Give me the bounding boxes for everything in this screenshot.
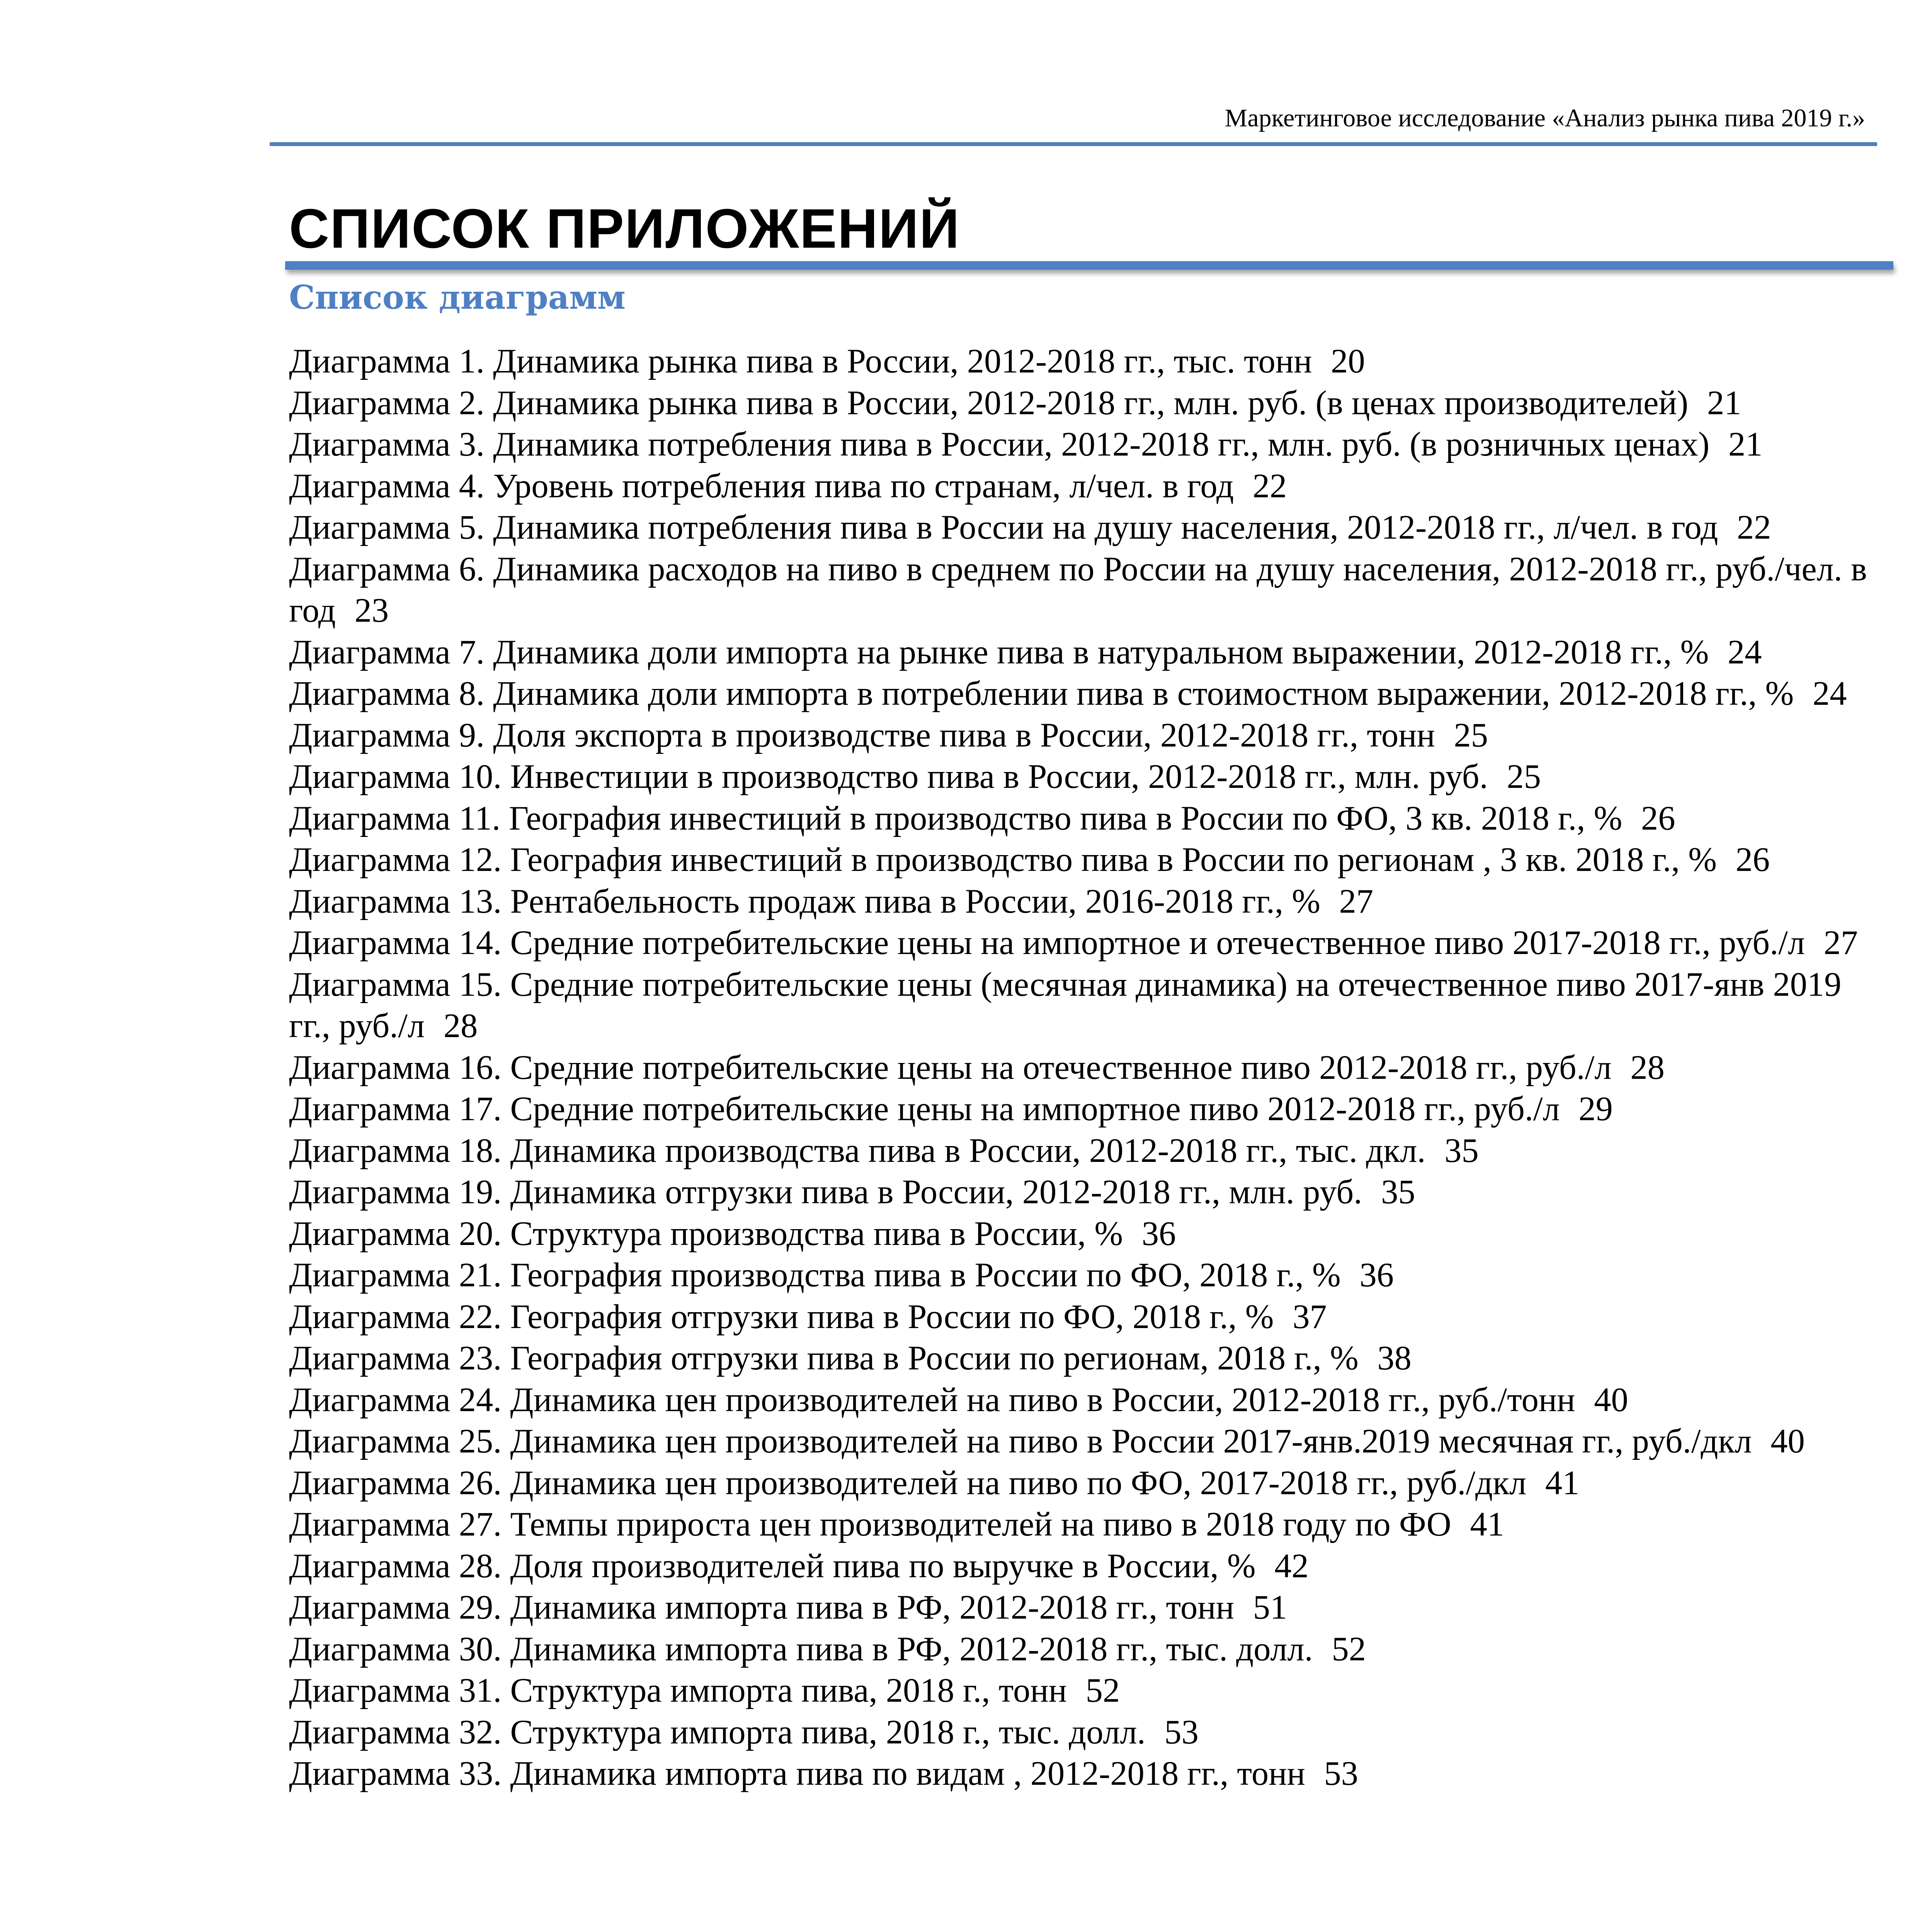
toc-entry-page: 35 bbox=[1381, 1173, 1415, 1211]
toc-entry[interactable] bbox=[289, 1296, 1889, 1338]
toc-entry[interactable] bbox=[289, 507, 1889, 549]
toc-entry-title: Диаграмма 6. Динамика расходов на пиво в среднем по России на душу населения, 2012-2018 гг., руб./чел. в год bbox=[289, 550, 1867, 629]
toc-entry[interactable] bbox=[289, 1670, 1889, 1712]
toc-entry[interactable] bbox=[289, 1504, 1889, 1546]
toc-entry-page: 28 bbox=[443, 1007, 478, 1045]
toc-entry-page: 24 bbox=[1727, 633, 1762, 671]
toc-entry-title: Диаграмма 3. Динамика потребления пива в России, 2012-2018 гг., млн. руб. (в розничных ценах) bbox=[289, 425, 1710, 463]
toc-entry-page: 53 bbox=[1324, 1755, 1358, 1793]
toc-entry[interactable] bbox=[289, 881, 1889, 923]
toc-entry[interactable] bbox=[289, 1338, 1889, 1379]
toc-entry[interactable] bbox=[289, 964, 1889, 1047]
toc-entry-page: 28 bbox=[1630, 1048, 1665, 1087]
toc-entry-title: Диаграмма 30. Динамика импорта пива в РФ, 2012-2018 гг., тыс. долл. bbox=[289, 1630, 1313, 1668]
toc-entry-title: Диаграмма 11. География инвестиций в производство пива в России по ФО, 3 кв. 2018 г., % bbox=[289, 799, 1622, 837]
toc-entry[interactable] bbox=[289, 424, 1889, 466]
toc-entry-page: 21 bbox=[1707, 384, 1742, 422]
toc-entry-page: 29 bbox=[1578, 1090, 1613, 1128]
toc-entry[interactable] bbox=[289, 1463, 1889, 1504]
toc-entry-title: Диаграмма 10. Инвестиции в производство пива в России, 2012-2018 гг., млн. руб. bbox=[289, 758, 1488, 796]
toc-entry-page: 40 bbox=[1770, 1422, 1805, 1460]
toc-entry-title: Диаграмма 32. Структура импорта пива, 2018 г., тыс. долл. bbox=[289, 1713, 1146, 1751]
toc-entry-page: 41 bbox=[1545, 1464, 1580, 1502]
toc-entry[interactable] bbox=[289, 466, 1889, 507]
toc-entry-page: 37 bbox=[1293, 1298, 1327, 1336]
toc-entry-page: 20 bbox=[1331, 342, 1365, 380]
toc-entry-title: Диаграмма 26. Динамика цен производителей на пиво по ФО, 2017-2018 гг., руб./дкл bbox=[289, 1464, 1527, 1502]
toc-entry-title: Диаграмма 8. Динамика доли импорта в потреблении пива в стоимостном выражении, 2012-2018 гг., % bbox=[289, 675, 1794, 713]
toc-entry-title: Диаграмма 5. Динамика потребления пива в России на душу населения, 2012-2018 гг., л/чел. в год bbox=[289, 509, 1718, 546]
toc-entry-page: 38 bbox=[1377, 1339, 1412, 1377]
toc-entry[interactable] bbox=[289, 756, 1889, 798]
toc-entry-page: 42 bbox=[1274, 1547, 1309, 1585]
toc-entry-page: 36 bbox=[1141, 1214, 1176, 1253]
toc-entry-title: Диаграмма 4. Уровень потребления пива по странам, л/чел. в год bbox=[289, 467, 1234, 505]
toc-entry[interactable] bbox=[289, 922, 1889, 964]
toc-entry-page: 26 bbox=[1641, 799, 1675, 837]
toc-entry[interactable] bbox=[289, 673, 1889, 715]
toc-entry-title: Диаграмма 18. Динамика производства пива в России, 2012-2018 гг., тыс. дкл. bbox=[289, 1131, 1426, 1170]
toc-entry-title: Диаграмма 2. Динамика рынка пива в России, 2012-2018 гг., млн. руб. (в ценах производителей) bbox=[289, 384, 1689, 422]
toc-entry-title: Диаграмма 15. Средние потребительские цены (месячная динамика) на отечественное пиво 2017-янв 2019 гг., руб./л bbox=[289, 965, 1842, 1045]
toc-entry-title: Диаграмма 1. Динамика рынка пива в России, 2012-2018 гг., тыс. тонн bbox=[289, 342, 1312, 380]
toc-entry-page: 41 bbox=[1470, 1505, 1505, 1543]
toc-entry-page: 26 bbox=[1735, 841, 1770, 879]
toc-entry-page: 25 bbox=[1507, 758, 1541, 796]
toc-entry-page: 27 bbox=[1339, 882, 1374, 920]
toc-entry[interactable] bbox=[289, 715, 1889, 757]
toc-entry-page: 27 bbox=[1823, 924, 1858, 962]
toc-entry-title: Диаграмма 7. Динамика доли импорта на рынке пива в натуральном выражении, 2012-2018 гг., % bbox=[289, 633, 1709, 671]
toc-entry[interactable] bbox=[289, 1546, 1889, 1587]
toc-entry-title: Диаграмма 16. Средние потребительские цены на отечественное пиво 2012-2018 гг., руб./л bbox=[289, 1048, 1612, 1087]
toc-entry[interactable] bbox=[289, 839, 1889, 881]
toc-entry-title: Диаграмма 31. Структура импорта пива, 2018 г., тонн bbox=[289, 1672, 1067, 1709]
toc-entry-title: Диаграмма 13. Рентабельность продаж пива в России, 2016-2018 гг., % bbox=[289, 882, 1320, 920]
toc-entry[interactable] bbox=[289, 1712, 1889, 1753]
toc-entry-title: Диаграмма 21. География производства пива в России по ФО, 2018 г., % bbox=[289, 1256, 1341, 1294]
toc-entry[interactable] bbox=[289, 1753, 1889, 1795]
toc-entry-page: 36 bbox=[1359, 1256, 1394, 1294]
running-header: Маркетинговое исследование «Анализ рынка пива 2019 г.» bbox=[1225, 104, 1865, 132]
toc-entry[interactable] bbox=[289, 1255, 1889, 1296]
toc-entry-title: Диаграмма 20. Структура производства пива в России, % bbox=[289, 1214, 1123, 1253]
toc-entry-title: Диаграмма 29. Динамика импорта пива в РФ, 2012-2018 гг., тонн bbox=[289, 1588, 1235, 1626]
toc-entry[interactable] bbox=[289, 1130, 1889, 1172]
toc-entry-title: Диаграмма 9. Доля экспорта в производстве пива в России, 2012-2018 гг., тонн bbox=[289, 716, 1435, 754]
toc-entry[interactable] bbox=[289, 1047, 1889, 1089]
toc-entry[interactable] bbox=[289, 1587, 1889, 1629]
toc-entry-page: 35 bbox=[1444, 1131, 1479, 1170]
toc-entry[interactable] bbox=[289, 798, 1889, 840]
toc-entry[interactable] bbox=[289, 383, 1889, 424]
toc-entry-title: Диаграмма 19. Динамика отгрузки пива в России, 2012-2018 гг., млн. руб. bbox=[289, 1173, 1362, 1211]
toc-entry-page: 22 bbox=[1252, 467, 1287, 505]
toc-entry-page: 22 bbox=[1736, 509, 1771, 546]
toc-entry[interactable] bbox=[289, 549, 1889, 632]
toc-entry-title: Диаграмма 22. География отгрузки пива в России по ФО, 2018 г., % bbox=[289, 1298, 1274, 1336]
toc-entry-page: 23 bbox=[354, 592, 389, 629]
header-divider bbox=[270, 142, 1877, 146]
toc-entry[interactable] bbox=[289, 1172, 1889, 1213]
toc-entry-page: 25 bbox=[1454, 716, 1488, 754]
toc-entry-title: Диаграмма 25. Динамика цен производителей на пиво в России 2017-янв.2019 месячная гг., руб./дкл bbox=[289, 1422, 1752, 1460]
toc-entry[interactable] bbox=[289, 1088, 1889, 1130]
toc-entry-title: Диаграмма 28. Доля производителей пива по выручке в России, % bbox=[289, 1547, 1256, 1585]
toc-entry[interactable] bbox=[289, 1421, 1889, 1463]
toc-entry-title: Диаграмма 24. Динамика цен производителей на пиво в России, 2012-2018 гг., руб./тонн bbox=[289, 1381, 1575, 1419]
toc-entry-page: 52 bbox=[1332, 1630, 1366, 1668]
toc-entry-page: 53 bbox=[1164, 1713, 1199, 1751]
toc-entry-page: 51 bbox=[1253, 1588, 1287, 1626]
page-title: СПИСОК ПРИЛОЖЕНИЙ bbox=[289, 197, 960, 260]
section-heading: Список диаграмм bbox=[289, 278, 626, 316]
toc-entry-title: Диаграмма 23. География отгрузки пива в России по регионам, 2018 г., % bbox=[289, 1339, 1359, 1377]
toc-entry-title: Диаграмма 27. Темпы прироста цен производителей на пиво в 2018 году по ФО bbox=[289, 1505, 1451, 1543]
toc-entry[interactable] bbox=[289, 1629, 1889, 1670]
toc-entry-page: 21 bbox=[1728, 425, 1763, 463]
title-rule bbox=[285, 261, 1893, 270]
toc-entry[interactable] bbox=[289, 632, 1889, 673]
toc-entry-title: Диаграмма 14. Средние потребительские цены на импортное и отечественное пиво 2017-2018 гг., руб./л bbox=[289, 924, 1805, 962]
toc-entry-page: 24 bbox=[1812, 675, 1847, 713]
toc-entry-title: Диаграмма 17. Средние потребительские цены на импортное пиво 2012-2018 гг., руб./л bbox=[289, 1090, 1560, 1128]
toc-entry-page: 40 bbox=[1594, 1381, 1628, 1419]
toc-entry[interactable] bbox=[289, 341, 1889, 383]
toc-entry-page: 52 bbox=[1085, 1672, 1120, 1709]
toc-entry-title: Диаграмма 33. Динамика импорта пива по видам , 2012-2018 гг., тонн bbox=[289, 1755, 1305, 1793]
diagram-list bbox=[289, 341, 1889, 1795]
toc-entry-title: Диаграмма 12. География инвестиций в производство пива в России по регионам , 3 кв. 2018 г., % bbox=[289, 841, 1717, 879]
toc-entry[interactable] bbox=[289, 1379, 1889, 1421]
toc-entry[interactable] bbox=[289, 1213, 1889, 1255]
